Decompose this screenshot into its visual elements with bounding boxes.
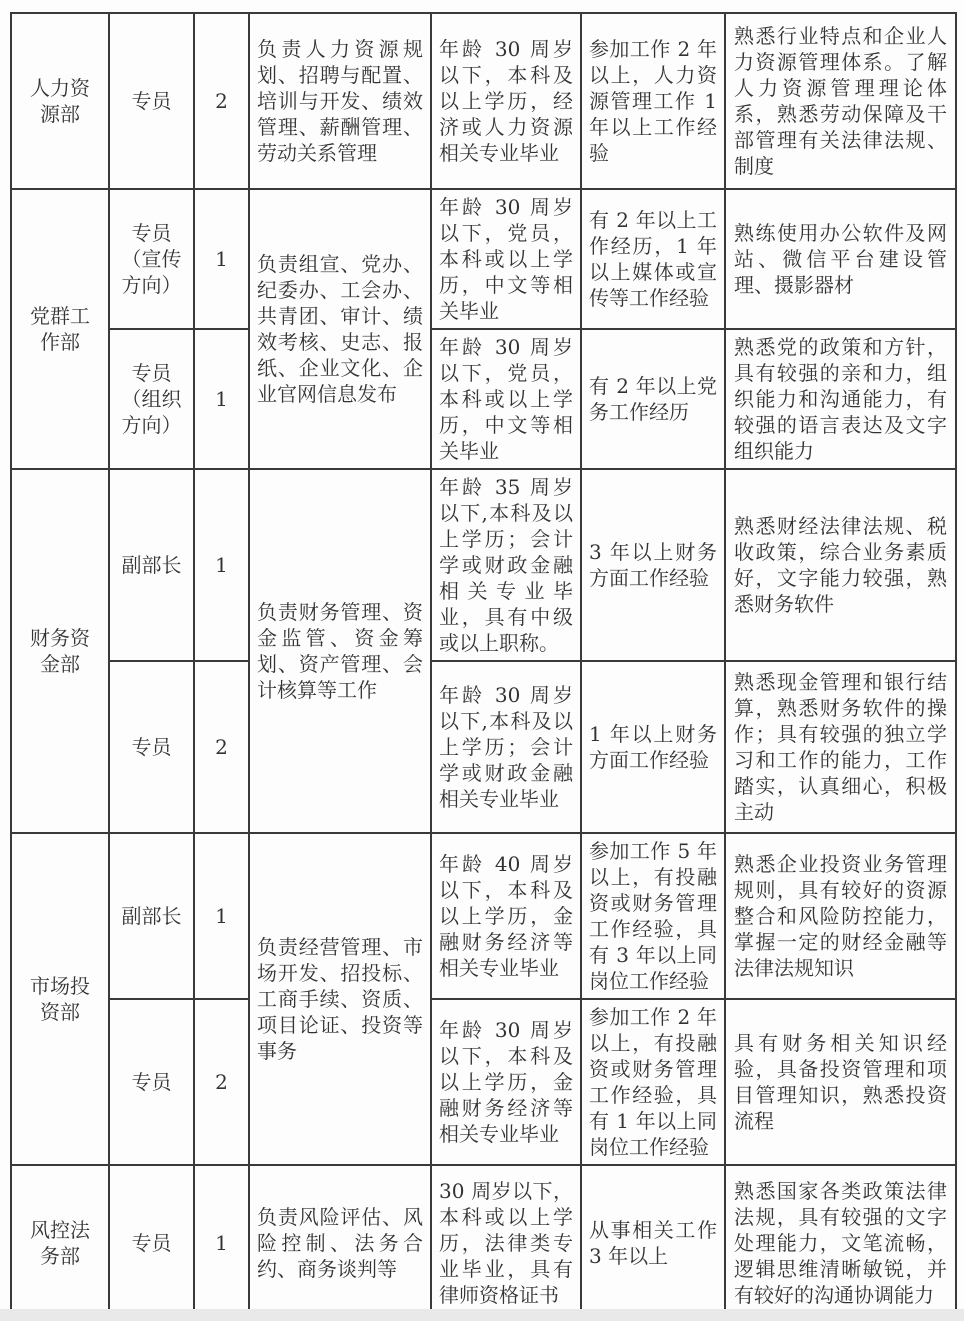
skills-cell: 熟悉党的政策和方针，具有较强的亲和力，组织能力和沟通能力，有较强的语言表达及文字组织能力 (725, 329, 956, 469)
responsibilities-cell: 负责人力资源规划、招聘与配置、培训与开发、绩效管理、薪酬管理、劳动关系管理 (249, 13, 431, 189)
department-cell: 财务资金部 (11, 469, 109, 833)
headcount-cell: 2 (194, 661, 249, 833)
department-cell: 风控法务部 (11, 1165, 109, 1320)
responsibilities-cell: 负责财务管理、资金监管、资金筹划、资产管理、会计核算等工作 (249, 469, 431, 833)
headcount-cell: 2 (194, 13, 249, 189)
table-row (11, 661, 956, 833)
requirements-cell: 30 周岁以下，本科或以上学历，法律类专业毕业，具有律师资格证书 (431, 1165, 581, 1320)
skills-cell: 熟悉行业特点和企业人力资源管理体系。了解人力资源管理理论体系，熟悉劳动保障及干部管理有关法律法规、制度 (725, 13, 956, 189)
position-cell: 专员（组织方向） (109, 329, 194, 469)
responsibilities-cell: 负责组宣、党办、纪委办、工会办、共青团、审计、绩效考核、史志、报纸、企业文化、企业官网信息发布 (249, 189, 431, 469)
requirements-cell: 年龄 30 周岁以下，党员，本科或以上学历，中文等相关毕业 (431, 189, 581, 329)
table-row (11, 833, 956, 999)
requirements-cell: 年龄 30 周岁以下，本科及以上学历，经济或人力资源相关专业毕业 (431, 13, 581, 189)
experience-cell: 1 年以上财务方面工作经验 (581, 661, 725, 833)
position-cell: 专员 (109, 999, 194, 1165)
table-row (11, 189, 956, 329)
experience-cell: 参加工作 2 年以上，有投融资或财务管理工作经验，具有 1 年以上同岗位工作经验 (581, 999, 725, 1165)
headcount-cell: 2 (194, 999, 249, 1165)
experience-cell: 参加工作 2 年以上，人力资源管理工作 1 年以上工作经验 (581, 13, 725, 189)
headcount-cell: 1 (194, 329, 249, 469)
skills-cell: 具有财务相关知识经验，具备投资管理和项目管理知识，熟悉投资流程 (725, 999, 956, 1165)
department-cell: 市场投资部 (11, 833, 109, 1165)
page-bottom-edge (0, 1309, 964, 1321)
experience-cell: 3 年以上财务方面工作经验 (581, 469, 725, 661)
document-page (0, 12, 964, 1321)
position-cell: 副部长 (109, 833, 194, 999)
recruitment-table (10, 12, 957, 1321)
headcount-cell: 1 (194, 189, 249, 329)
skills-cell: 熟悉企业投资业务管理规则，具有较好的资源整合和风险防控能力，掌握一定的财经金融等法律法规知识 (725, 833, 956, 999)
experience-cell: 参加工作 5 年以上，有投融资或财务管理工作经验，具有 3 年以上同岗位工作经验 (581, 833, 725, 999)
requirements-cell: 年龄 30 周岁以下，党员，本科或以上学历，中文等相关毕业 (431, 329, 581, 469)
requirements-cell: 年龄 35 周岁以下,本科及以上学历；会计学或财政金融相关专业毕业，具有中级或以上职称。 (431, 469, 581, 661)
headcount-cell: 1 (194, 469, 249, 661)
requirements-cell: 年龄 40 周岁以下，本科及以上学历，金融财务经济等相关专业毕业 (431, 833, 581, 999)
position-cell: 副部长 (109, 469, 194, 661)
requirements-cell: 年龄 30 周岁以下，本科及以上学历，金融财务经济等相关专业毕业 (431, 999, 581, 1165)
position-cell: 专员 (109, 13, 194, 189)
headcount-cell: 1 (194, 833, 249, 999)
position-cell: 专员 (109, 661, 194, 833)
table-row (11, 469, 956, 661)
position-cell: 专员 (109, 1165, 194, 1320)
responsibilities-cell: 负责经营管理、市场开发、招投标、工商手续、资质、项目论证、投资等事务 (249, 833, 431, 1165)
experience-cell: 有 2 年以上党务工作经历 (581, 329, 725, 469)
position-cell: 专员（宣传方向） (109, 189, 194, 329)
headcount-cell: 1 (194, 1165, 249, 1320)
department-cell: 党群工作部 (11, 189, 109, 469)
skills-cell: 熟悉国家各类政策法律法规，具有较强的文字处理能力，文笔流畅，逻辑思维清晰敏锐，并有较好的沟通协调能力 (725, 1165, 956, 1320)
department-cell: 人力资源部 (11, 13, 109, 189)
skills-cell: 熟悉财经法律法规、税收政策，综合业务素质好，文字能力较强，熟悉财务软件 (725, 469, 956, 661)
experience-cell: 有 2 年以上工作经历，1 年以上媒体或宣传等工作经验 (581, 189, 725, 329)
table-row (11, 999, 956, 1165)
skills-cell: 熟练使用办公软件及网站、微信平台建设管理、摄影器材 (725, 189, 956, 329)
experience-cell: 从事相关工作 3 年以上 (581, 1165, 725, 1320)
table-row (11, 13, 956, 189)
table-row (11, 1165, 956, 1320)
requirements-cell: 年龄 30 周岁以下,本科及以上学历；会计学或财政金融相关专业毕业 (431, 661, 581, 833)
table-row (11, 329, 956, 469)
responsibilities-cell: 负责风险评估、风险控制、法务合约、商务谈判等 (249, 1165, 431, 1320)
skills-cell: 熟悉现金管理和银行结算，熟悉财务软件的操作；具有较强的独立学习和工作的能力，工作踏实，认真细心，积极主动 (725, 661, 956, 833)
